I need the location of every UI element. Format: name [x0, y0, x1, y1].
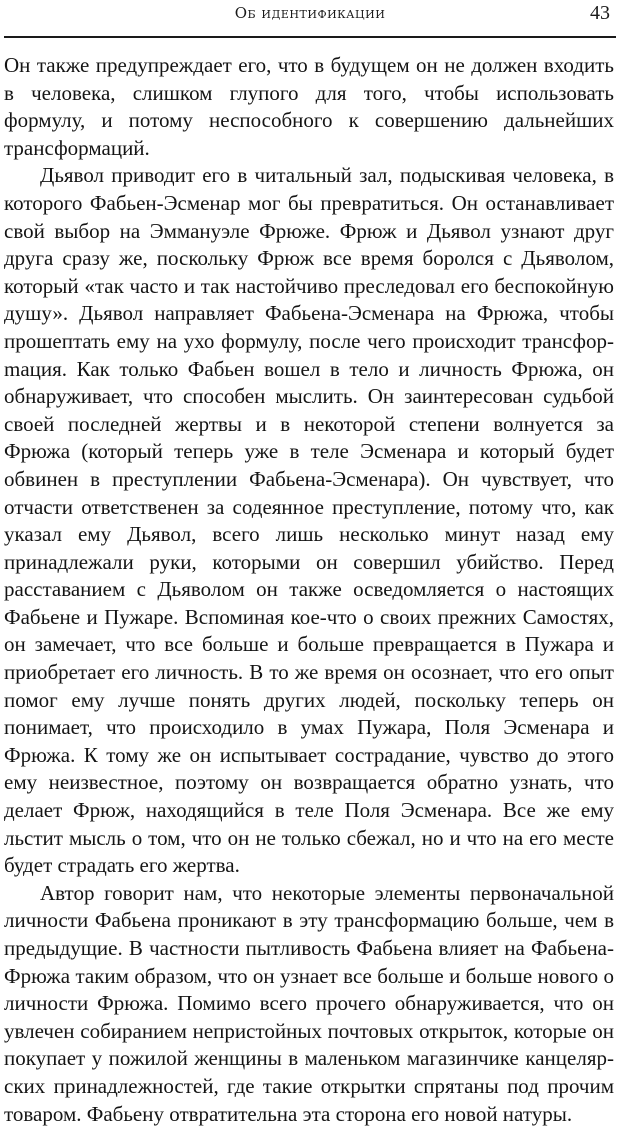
running-title: Об идентификации: [234, 4, 386, 22]
header-rule: [4, 36, 616, 38]
page-number: 43: [590, 2, 610, 24]
running-head: [4, 0, 616, 30]
body-text: [4, 52, 614, 1128]
paragraph: Автор говорит нам, что некоторые элементы первоначальной личности Фабьена проникают в эту трансформацию больше, чем в предыдущие. В частности пытливость Фабьена влияет на Фабьена-Фрюжа таким образом, что он узнает все больше и больше нового о личности Фрюжа. Помимо всего прочего обнаруживается, что он увлечен собиранием непристойных почтовых открыток, которые он покупает у пожилой женщины в маленьком магазинчике канцелярских принадлежностей, где такие открытки спрятаны под прочим товаром. Фабьену отвратительна эта сторона его новой натуры.: [4, 880, 614, 1126]
paragraph: Дьявол приводит его в читальный зал, подыскивая человека, в которого Фабьен-Эсменар мог бы превратиться. Он останавливает свой выбор на Эммануэле Фрюже. Фрюж и Дьявол узнают друг друга сразу же, поскольку Фрюж все время боролся с Дьяволом, который «так часто и так настойчиво преследовал его беспокойную душу». Дьявол направляет Фабьена-Эсменара на Фрюжа, чтобы прошептать ему на ухо формулу, после чего происходит трансфорmация. Как только Фабьен вошел в тело и личность Фрюжа, он обнаруживает, что способен мыслить. Он заинтересован судьбой своей последней жертвы и в некоторой степени волнуется за Фрюжа (который теперь уже в теле Эсменара и который будет обвинен в преступлении Фабьена-Эсменара). Он чувствует, что отчасти ответственен за содеянное преступление, потому что, как указал ему Дьявол, всего лишь несколько минут назад ему принадлежали руки, которыми он совершил убийство. Перед расставанием с Дьяволом он также осведомляется о настоящих Фабьене и Пужаре. Вспоминая кое-что о своих прежних Самостях, он замечает, что все больше и больше превращается в Пужара и приобретает его личность. В то же время он осознает, что его опыт помог ему лучше понять других людей, поскольку теперь он понимает, что происходило в умах Пужара, Поля Эсменара и Фрюжа. К тому же он испытывает сострадание, чувство до этого ему неизвестное, поэтому он возвращается обратно узнать, что делает Фрюж, находящийся в теле Поля Эсменара. Все же ему льстит мысль о том, что он не только сбежал, но и что на его месте будет страдать его жертва.: [4, 163, 614, 878]
paragraph-continuation: Он также предупреждает его, что в будущем он не должен входить в человека, слишком глупого для того, чтобы использовать формулу, и потому неспособного к совершению дальнейших трансформаций.: [4, 53, 614, 160]
